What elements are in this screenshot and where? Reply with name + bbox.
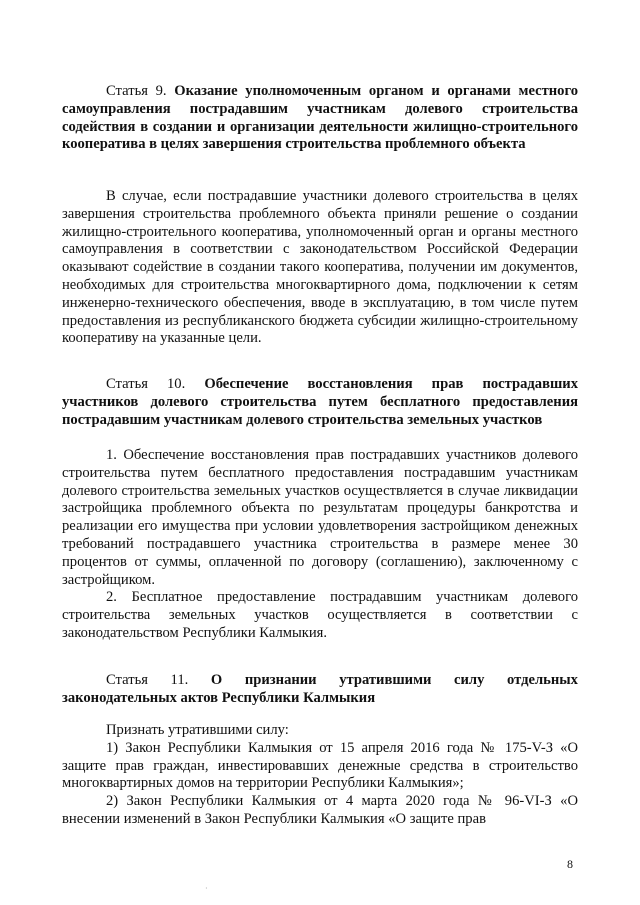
list-item: 1) Закон Республики Калмыкия от 15 апреля 2016 года № 175-V-З «О защите прав граждан, инвестировавших денежные средства в строительство многоквартирных домов на территории Республики Калмыкия»;	[62, 739, 578, 792]
article-10-heading	[62, 376, 578, 429]
article-10-body	[62, 447, 578, 643]
page-number: 8	[567, 857, 573, 871]
article-11-heading	[62, 672, 578, 708]
article-10-title: Обеспечение восстановления прав пострадавших участников долевого строительства путем бесплатного предоставления пострадавшим участникам долевого строительства земельных участков	[62, 376, 578, 428]
list-item: 2) Закон Республики Калмыкия от 4 марта 2020 года № 96-VI-З «О внесении изменений в Закон Республики Калмыкия «О защите прав	[62, 793, 578, 827]
scan-speck: ·	[205, 884, 208, 893]
article-11-body	[62, 722, 578, 829]
article-9-title: Оказание уполномоченным органом и органами местного самоуправления пострадавшим участникам долевого строительства содействия в создании и организации деятельности жилищно-строительного кооператива в целях завершения строительства проблемного объекта	[62, 83, 579, 153]
article-9-label: Статья 9.	[106, 83, 167, 99]
paragraph: Признать утратившими силу:	[106, 722, 289, 738]
article-10-label: Статья 10.	[106, 376, 186, 392]
paragraph: 2. Бесплатное предоставление пострадавшим участникам долевого строительства земельных участков осуществляется в соответствии с законодательством Республики Калмыкия.	[62, 589, 578, 641]
article-9-body	[62, 188, 578, 348]
article-11-title: О признании утратившими силу отдельных законодательных актов Республики Калмыкия	[62, 672, 578, 706]
paragraph: 1. Обеспечение восстановления прав пострадавших участников долевого строительства путем бесплатного предоставления пострадавшим участникам долевого строительства земельных участков осуществляется в случае ликвидации застройщика проблемного объекта по результатам процедуры банкротства и реализации его имущества при условии удовлетворения застройщиком денежных требований пострадавшего участника строительства в размере менее 30 процентов от суммы, оплаченной по договору (соглашению), заключенному с застройщиком.	[62, 447, 578, 588]
article-9-heading	[62, 83, 578, 154]
article-11-label: Статья 11.	[106, 672, 189, 688]
paragraph: В случае, если пострадавшие участники долевого строительства в целях завершения строительства проблемного объекта приняли решение о создании жилищно-строительного кооператива, уполномоченный орган и органы местного самоуправления в соответствии с законодательством Российской Федерации оказывают содействие в создании такого кооператива, получении им документов, необходимых для строительства многоквартирного дома, подключении к сетям инженерно-технического обеспечения, вводе в эксплуатацию, в том числе путем предоставления из республиканского бюджета субсидии жилищно-строительному кооперативу на указанные цели.	[62, 188, 578, 347]
